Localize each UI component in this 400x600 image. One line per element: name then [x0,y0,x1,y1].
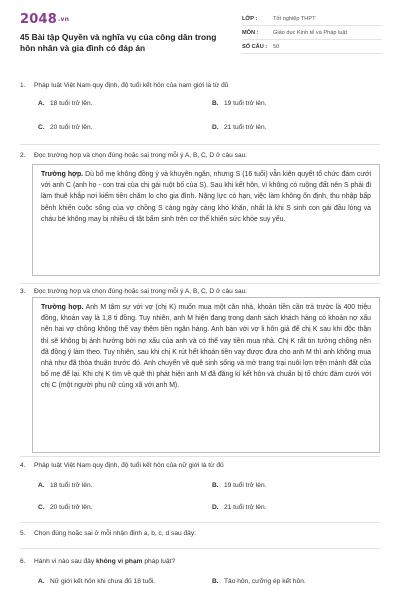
case-label: Trường hợp. [41,304,84,311]
option-b[interactable]: B. 19 tuổi trở lên. [212,100,267,107]
option-d[interactable]: D. 21 tuổi trở lên. [212,124,267,131]
option-a[interactable]: A. 18 tuổi trở lên. [38,482,93,489]
meta-row-count: SỐ CÂU : 50 [242,40,382,54]
document-title: 45 Bài tập Quyền và nghĩa vụ của công dân trong hôn nhân và gia đình có đáp án [20,32,217,53]
question-text: Đọc trường hợp và chọn đúng hoặc sai trong mỗi ý A, B, C, D ở câu sau: [34,288,248,295]
meta-row-class: LỚP : Tốt nghiệp THPT [242,12,382,26]
question-4: 4. Pháp luật Việt Nam quy định, độ tuổi kết hôn của nữ giới là từ đủ [20,462,224,469]
question-text: Hành vi nào sau đây không vi phạm pháp luật? [34,558,176,565]
option-a[interactable]: A. 18 tuổi trở lên. [38,100,93,107]
option-a[interactable]: A. Nữ giới kết hôn khi chưa đủ 18 tuổi. [38,578,156,585]
question-text: Pháp luật Việt Nam quy định, độ tuổi kết hôn của nữ giới là từ đủ [34,462,224,469]
site-logo[interactable]: 2048.vn [20,12,70,27]
case-label: Trường hợp. [41,171,84,178]
document-meta [242,12,382,54]
divider [20,522,380,523]
option-b[interactable]: B. 19 tuổi trở lên. [212,482,267,489]
option-d[interactable]: D. 21 tuổi trở lên. [212,504,267,511]
question-text: Chọn đúng hoặc sai ở mỗi nhận định a, b, c, d sau đây: [34,530,196,537]
case-text: Dù bố mẹ không đồng ý và khuyên ngăn, nhưng S (16 tuổi) vẫn kiên quyết tổ chức đám cưới với anh C (anh họ - con trai của chị gái ruột bố của S). Sau khi kết hôn, vì không có ruộng đất nên S phải đi làm thuê khắp nơi kiếm tiền chăm lo cho gia đình. Nặng lực có hạn, việc làm không ổn định, thu nhập bấp bênh khiến cuộc sống của vợ chồng S càng ngày càng khó khăn, nhất là khi S sinh con gái đầu lòng và cháu bé không may bị nhiều dị tật bẩm sinh trên cơ thể khiến sức khỏe suy yếu. [41,171,371,223]
divider [20,283,380,284]
question-3: 3. Đọc trường hợp và chọn đúng hoặc sai trong mỗi ý A, B, C, D ở câu sau: [20,288,248,295]
question-1: 1. Pháp luật Việt Nam quy định, độ tuổi kết hôn của nam giới là từ đủ [20,82,229,89]
question-5: 5. Chọn đúng hoặc sai ở mỗi nhận định a, b, c, d sau đây: [20,530,196,537]
question-text: Pháp luật Việt Nam quy định, độ tuổi kết hôn của nam giới là từ đủ [34,82,229,89]
option-b[interactable]: B. Tảo hôn, cưỡng ép kết hôn. [212,578,306,585]
document-header [20,12,380,68]
question-6: 6. Hành vi nào sau đây không vi phạm pháp luật? [20,558,176,565]
divider [20,548,380,549]
meta-row-subject: MÔN : Giáo dục Kinh tế và Pháp luật [242,26,382,40]
case-text: Anh M tâm sự với vợ (chị K) muốn mua một căn nhà, khoản tiền cần trả trước là 400 triệu đồng, khoản vay là 1,8 tỉ đồng. Tuy nhiên, anh M hiện đang trong danh sách khách hàng có khoản nợ xấu nên hai vợ chồng không thể vay thêm tiền ngân hàng. Anh bàn với vợ li hôn giả để chị K sau khi độc thân thì sẽ không bị ảnh hưởng bởi nợ xấu của anh và có thể vay tiền mua nhà. Chị K rất tin tưởng chồng nên đã đồng ý làm theo. Tuy nhiên, sau khi chị K rút hết khoản tiền vay được đưa cho anh M thì anh không mua nhà như đã thỏa thuận trước đó. Anh chuyển về quê sinh sống và mở trang trại nuôi lợn trên mảnh đất của bố mẹ để lại. Khi chị K tìm về quê thì phát hiện anh M đã đăng kí kết hôn và chuẩn bị tổ chức đám cưới với chị C (một người phụ nữ cùng xã với anh M). [41,304,371,390]
option-c[interactable]: C. 20 tuổi trở lên. [38,124,93,131]
question-2: 2. Đọc trường hợp và chọn đúng hoặc sai trong mỗi ý A, B, C, D ở câu sau: [20,152,248,159]
divider [20,144,380,145]
divider [20,456,380,457]
option-c[interactable]: C. 20 tuổi trở lên. [38,504,93,511]
case-box-2 [32,164,380,276]
case-box-3 [32,297,380,453]
question-text: Đọc trường hợp và chọn đúng hoặc sai trong mỗi ý A, B, C, D ở câu sau: [34,152,248,159]
